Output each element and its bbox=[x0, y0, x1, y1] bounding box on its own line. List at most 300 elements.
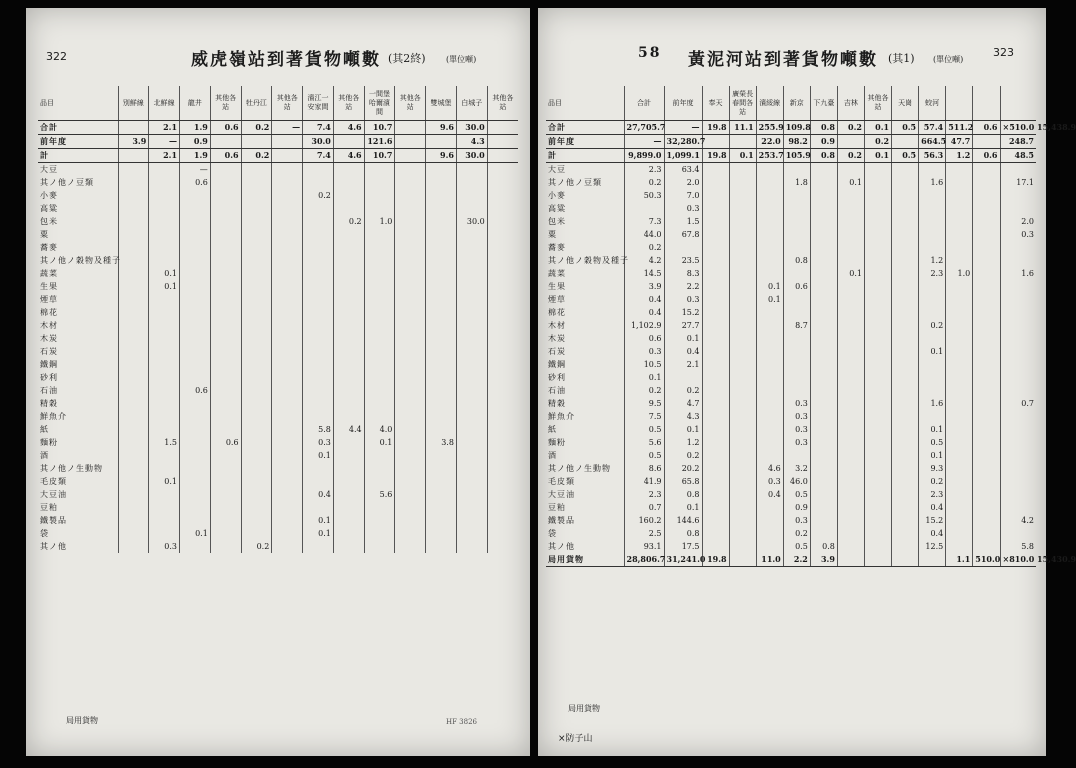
table-cell bbox=[702, 410, 729, 423]
table-cell bbox=[487, 358, 518, 371]
row-label: 鐵鋼 bbox=[548, 360, 566, 369]
table-cell bbox=[118, 280, 149, 293]
table-cell bbox=[1000, 163, 1036, 177]
row-label: 精穀 bbox=[40, 399, 58, 408]
table-cell bbox=[118, 540, 149, 553]
table-cell bbox=[810, 215, 837, 228]
table-cell bbox=[729, 202, 756, 215]
table-cell: 1.2 bbox=[664, 436, 702, 449]
table-cell: 11.0 bbox=[756, 553, 783, 567]
table-cell bbox=[864, 254, 891, 267]
table-cell bbox=[702, 514, 729, 527]
row-label: 其ノ他ノ生動物 bbox=[40, 464, 103, 473]
table-cell: 23.5 bbox=[664, 254, 702, 267]
table-cell bbox=[426, 202, 457, 215]
page-title: 威虎嶺站到著貨物噸數 bbox=[191, 50, 381, 70]
table-cell: 0.2 bbox=[241, 149, 272, 163]
table-cell: 0.1 bbox=[756, 280, 783, 293]
table-cell bbox=[241, 189, 272, 202]
table-cell bbox=[333, 540, 364, 553]
stamp: HF 3826 bbox=[446, 718, 478, 726]
table-cell bbox=[702, 241, 729, 254]
table-cell bbox=[783, 163, 810, 177]
table-cell: 0.6 bbox=[180, 176, 211, 189]
table-cell bbox=[837, 293, 864, 306]
table-cell bbox=[395, 163, 426, 177]
table-cell bbox=[729, 189, 756, 202]
table-cell bbox=[837, 501, 864, 514]
table-cell: 0.1 bbox=[756, 293, 783, 306]
table-cell bbox=[810, 202, 837, 215]
table-cell: 5.8 bbox=[1000, 540, 1036, 553]
table-cell: 0.6 bbox=[210, 121, 241, 135]
table-row bbox=[546, 527, 1036, 540]
table-cell bbox=[810, 397, 837, 410]
table-cell bbox=[702, 462, 729, 475]
table-cell bbox=[210, 135, 241, 149]
table-cell: — bbox=[180, 163, 211, 177]
row-label: 毛皮類 bbox=[548, 477, 575, 486]
table-cell bbox=[210, 176, 241, 189]
table-cell bbox=[241, 410, 272, 423]
table-cell bbox=[973, 163, 1000, 177]
table-cell: 11.1 bbox=[729, 121, 756, 135]
table-cell bbox=[149, 501, 180, 514]
table-cell bbox=[456, 527, 487, 540]
table-cell bbox=[241, 449, 272, 462]
table-cell bbox=[210, 449, 241, 462]
table-cell bbox=[333, 163, 364, 177]
table-cell bbox=[456, 449, 487, 462]
table-cell bbox=[180, 215, 211, 228]
table-cell bbox=[241, 215, 272, 228]
table-row bbox=[546, 215, 1036, 228]
table-cell: 0.1 bbox=[149, 475, 180, 488]
table-cell bbox=[487, 475, 518, 488]
table-cell bbox=[919, 280, 946, 293]
table-cell: 9,899.0 bbox=[624, 149, 664, 163]
table-cell bbox=[837, 189, 864, 202]
table-cell bbox=[973, 267, 1000, 280]
page-subtitle: (其1) bbox=[888, 52, 915, 65]
table-cell bbox=[702, 501, 729, 514]
table-cell bbox=[702, 228, 729, 241]
row-label: 其ノ他ノ豆類 bbox=[548, 178, 602, 187]
table-cell bbox=[149, 384, 180, 397]
table-cell bbox=[837, 254, 864, 267]
table-cell bbox=[118, 397, 149, 410]
column-header: 濱江一安家間 bbox=[303, 86, 334, 121]
table-cell: 0.3 bbox=[783, 410, 810, 423]
table-cell bbox=[946, 436, 973, 449]
table-cell bbox=[118, 202, 149, 215]
table-cell bbox=[272, 423, 303, 436]
table-cell bbox=[973, 384, 1000, 397]
table-row bbox=[38, 163, 518, 177]
table-cell bbox=[364, 267, 395, 280]
table-cell bbox=[864, 306, 891, 319]
table-cell: 98.2 bbox=[783, 135, 810, 149]
table-cell bbox=[810, 514, 837, 527]
table-cell bbox=[303, 475, 334, 488]
table-cell bbox=[395, 410, 426, 423]
column-header: 別鮮線 bbox=[118, 86, 149, 121]
table-cell bbox=[180, 306, 211, 319]
table-cell bbox=[864, 540, 891, 553]
table-cell bbox=[864, 345, 891, 358]
table-cell bbox=[241, 371, 272, 384]
table-cell bbox=[973, 436, 1000, 449]
table-cell: 46.0 bbox=[783, 475, 810, 488]
table-cell bbox=[973, 397, 1000, 410]
table-cell: 0.1 bbox=[919, 345, 946, 358]
table-cell bbox=[837, 319, 864, 332]
table-cell bbox=[303, 215, 334, 228]
table-cell bbox=[837, 514, 864, 527]
table-cell bbox=[810, 358, 837, 371]
table-cell bbox=[487, 410, 518, 423]
table-cell bbox=[180, 280, 211, 293]
table-cell: 2.1 bbox=[664, 358, 702, 371]
table-row bbox=[546, 319, 1036, 332]
table-cell: 0.5 bbox=[624, 423, 664, 436]
table-cell bbox=[1000, 462, 1036, 475]
table-cell: 48.5 bbox=[1000, 149, 1036, 163]
table-cell bbox=[756, 306, 783, 319]
table-cell bbox=[180, 202, 211, 215]
table-cell: 63.4 bbox=[664, 163, 702, 177]
table-cell bbox=[892, 280, 919, 293]
row-label: 石炭 bbox=[548, 347, 566, 356]
table-cell bbox=[272, 514, 303, 527]
column-header: 一間堡哈爾濱間 bbox=[364, 86, 395, 121]
table-cell bbox=[303, 410, 334, 423]
table-cell bbox=[395, 501, 426, 514]
table-cell bbox=[973, 540, 1000, 553]
table-cell bbox=[210, 306, 241, 319]
page-number: 322 bbox=[46, 50, 67, 63]
table-cell bbox=[426, 228, 457, 241]
table-cell bbox=[973, 306, 1000, 319]
table-cell bbox=[395, 384, 426, 397]
table-cell bbox=[210, 332, 241, 345]
row-label: 木材 bbox=[548, 321, 566, 330]
table-cell: 2.3 bbox=[919, 267, 946, 280]
row-label: 前年度 bbox=[38, 135, 118, 149]
table-cell bbox=[395, 449, 426, 462]
table-row bbox=[38, 462, 518, 475]
table-cell bbox=[864, 176, 891, 189]
table-row bbox=[38, 280, 518, 293]
table-cell bbox=[180, 540, 211, 553]
table-cell bbox=[210, 163, 241, 177]
row-label: 高粱 bbox=[40, 204, 58, 213]
table-cell bbox=[702, 488, 729, 501]
table-cell bbox=[118, 371, 149, 384]
table-cell bbox=[395, 202, 426, 215]
table-cell bbox=[487, 306, 518, 319]
row-label: 局用貨物 bbox=[546, 553, 624, 567]
table-cell bbox=[426, 514, 457, 527]
table-cell bbox=[364, 358, 395, 371]
table-cell bbox=[810, 189, 837, 202]
table-cell: — bbox=[664, 121, 702, 135]
column-header: 其他各站 bbox=[864, 86, 891, 121]
table-row bbox=[546, 241, 1036, 254]
table-row bbox=[38, 241, 518, 254]
row-label: 合計 bbox=[38, 121, 118, 135]
table-cell: 9.5 bbox=[624, 397, 664, 410]
table-cell bbox=[1000, 189, 1036, 202]
row-label: 其ノ他ノ生動物 bbox=[548, 464, 611, 473]
table-cell: 2.0 bbox=[664, 176, 702, 189]
table-cell bbox=[487, 215, 518, 228]
table-cell bbox=[919, 228, 946, 241]
table-cell bbox=[210, 371, 241, 384]
table-cell: 4.7 bbox=[664, 397, 702, 410]
table-cell: 0.5 bbox=[783, 488, 810, 501]
table-cell: 0.2 bbox=[303, 189, 334, 202]
table-cell bbox=[456, 514, 487, 527]
table-cell: 10.7 bbox=[364, 121, 395, 135]
table-cell: 0.3 bbox=[303, 436, 334, 449]
table-cell bbox=[333, 488, 364, 501]
table-cell: 0.3 bbox=[624, 345, 664, 358]
table-cell bbox=[756, 358, 783, 371]
table-row bbox=[546, 501, 1036, 514]
table-cell bbox=[149, 293, 180, 306]
row-label: 豆粕 bbox=[548, 503, 566, 512]
table-cell bbox=[210, 410, 241, 423]
table-cell bbox=[118, 345, 149, 358]
table-cell: 0.2 bbox=[241, 121, 272, 135]
table-cell bbox=[395, 475, 426, 488]
table-cell: 30.0 bbox=[456, 149, 487, 163]
table-cell: 0.1 bbox=[303, 449, 334, 462]
table-cell: 19.8 bbox=[702, 149, 729, 163]
row-label: 蔬菜 bbox=[40, 269, 58, 278]
table-cell bbox=[702, 267, 729, 280]
table-cell bbox=[946, 475, 973, 488]
row-label: 袋 bbox=[40, 529, 49, 538]
table-cell bbox=[149, 215, 180, 228]
table-cell: 2.2 bbox=[783, 553, 810, 567]
table-cell bbox=[149, 527, 180, 540]
table-cell bbox=[303, 345, 334, 358]
table-cell: 0.3 bbox=[756, 475, 783, 488]
table-cell bbox=[426, 267, 457, 280]
table-cell bbox=[892, 176, 919, 189]
table-cell bbox=[973, 345, 1000, 358]
row-label: 其ノ他 bbox=[548, 542, 575, 551]
table-cell bbox=[487, 121, 518, 135]
table-cell bbox=[756, 345, 783, 358]
table-cell bbox=[973, 293, 1000, 306]
table-cell bbox=[426, 319, 457, 332]
table-cell bbox=[241, 254, 272, 267]
table-cell bbox=[729, 397, 756, 410]
table-cell bbox=[892, 254, 919, 267]
table-cell bbox=[783, 202, 810, 215]
table-cell bbox=[783, 267, 810, 280]
table-cell bbox=[149, 306, 180, 319]
row-label: 粟 bbox=[548, 230, 557, 239]
table-cell bbox=[946, 410, 973, 423]
summary-row bbox=[546, 135, 1036, 149]
table-cell bbox=[426, 384, 457, 397]
column-header: 其他各站 bbox=[395, 86, 426, 121]
table-cell: 22.0 bbox=[756, 135, 783, 149]
table-cell bbox=[180, 436, 211, 449]
table-cell bbox=[810, 410, 837, 423]
table-cell: 0.1 bbox=[729, 149, 756, 163]
table-cell: 0.7 bbox=[624, 501, 664, 514]
table-cell bbox=[892, 527, 919, 540]
table-cell bbox=[118, 475, 149, 488]
row-label: 高粱 bbox=[548, 204, 566, 213]
table-cell bbox=[487, 436, 518, 449]
table-cell bbox=[180, 462, 211, 475]
table-cell bbox=[210, 423, 241, 436]
table-cell bbox=[272, 202, 303, 215]
table-cell bbox=[702, 254, 729, 267]
table-cell bbox=[1000, 241, 1036, 254]
row-label: 小麥 bbox=[548, 191, 566, 200]
table-row bbox=[546, 345, 1036, 358]
table-cell bbox=[892, 462, 919, 475]
table-cell bbox=[364, 410, 395, 423]
table-cell bbox=[1000, 423, 1036, 436]
table-cell: 121.6 bbox=[364, 135, 395, 149]
table-cell bbox=[303, 228, 334, 241]
table-cell bbox=[395, 371, 426, 384]
table-cell bbox=[272, 462, 303, 475]
table-cell bbox=[272, 306, 303, 319]
table-cell bbox=[395, 280, 426, 293]
table-cell bbox=[729, 280, 756, 293]
table-cell bbox=[729, 345, 756, 358]
table-cell bbox=[395, 358, 426, 371]
table-cell bbox=[210, 319, 241, 332]
table-cell bbox=[946, 527, 973, 540]
table-cell bbox=[487, 488, 518, 501]
table-cell bbox=[810, 371, 837, 384]
table-cell bbox=[810, 449, 837, 462]
row-label: 生果 bbox=[40, 282, 58, 291]
table-cell bbox=[810, 345, 837, 358]
table-cell bbox=[272, 332, 303, 345]
table-cell bbox=[810, 228, 837, 241]
table-cell: 15.2 bbox=[919, 514, 946, 527]
row-label: 麵粉 bbox=[40, 438, 58, 447]
table-cell bbox=[118, 241, 149, 254]
table-cell bbox=[810, 306, 837, 319]
table-cell bbox=[395, 306, 426, 319]
table-cell: 2.2 bbox=[664, 280, 702, 293]
table-cell: 1.1 bbox=[946, 553, 973, 567]
table-cell bbox=[756, 449, 783, 462]
table-cell: 0.2 bbox=[783, 527, 810, 540]
table-cell bbox=[426, 462, 457, 475]
table-cell bbox=[333, 189, 364, 202]
table-cell: 27,705.7 bbox=[624, 121, 664, 135]
table-cell bbox=[272, 241, 303, 254]
table-cell bbox=[973, 449, 1000, 462]
footer-label: 局用貨物 bbox=[568, 704, 600, 713]
table-cell bbox=[892, 241, 919, 254]
table-row bbox=[38, 488, 518, 501]
table-row bbox=[546, 176, 1036, 189]
table-cell bbox=[756, 501, 783, 514]
table-cell bbox=[729, 319, 756, 332]
table-cell bbox=[426, 527, 457, 540]
table-row bbox=[546, 475, 1036, 488]
column-header: 其他各站 bbox=[333, 86, 364, 121]
table-row bbox=[38, 423, 518, 436]
table-cell bbox=[456, 254, 487, 267]
table-cell bbox=[426, 423, 457, 436]
table-cell bbox=[892, 202, 919, 215]
table-cell bbox=[892, 267, 919, 280]
table-cell bbox=[456, 306, 487, 319]
table-cell bbox=[149, 488, 180, 501]
column-header: 其他各站 bbox=[210, 86, 241, 121]
summary-row bbox=[38, 121, 518, 135]
table-cell bbox=[241, 202, 272, 215]
table-cell bbox=[973, 254, 1000, 267]
table-cell bbox=[333, 135, 364, 149]
table-cell bbox=[303, 280, 334, 293]
table-cell bbox=[364, 540, 395, 553]
table-cell bbox=[946, 189, 973, 202]
table-cell bbox=[149, 397, 180, 410]
table-cell bbox=[456, 176, 487, 189]
row-label: 其ノ他ノ穀物及種子 bbox=[548, 256, 629, 265]
table-cell bbox=[180, 475, 211, 488]
table-cell bbox=[426, 293, 457, 306]
column-header: 其他各站 bbox=[272, 86, 303, 121]
column-header: 濱綏線 bbox=[756, 86, 783, 121]
table-cell bbox=[919, 371, 946, 384]
table-cell bbox=[946, 540, 973, 553]
table-cell: 255.9 bbox=[756, 121, 783, 135]
table-cell: 1.6 bbox=[919, 176, 946, 189]
table-cell bbox=[487, 241, 518, 254]
table-cell bbox=[810, 254, 837, 267]
table-cell: 8.6 bbox=[624, 462, 664, 475]
table-cell bbox=[702, 345, 729, 358]
table-cell bbox=[149, 241, 180, 254]
table-cell bbox=[241, 436, 272, 449]
table-cell: 0.3 bbox=[783, 397, 810, 410]
table-cell bbox=[1000, 371, 1036, 384]
table-cell bbox=[241, 358, 272, 371]
table-cell: 0.4 bbox=[624, 293, 664, 306]
table-cell bbox=[487, 449, 518, 462]
column-header: 合計 bbox=[624, 86, 664, 121]
table-cell bbox=[272, 358, 303, 371]
table-cell: 253.7 bbox=[756, 149, 783, 163]
table-cell bbox=[810, 280, 837, 293]
table-cell bbox=[702, 306, 729, 319]
table-cell bbox=[837, 358, 864, 371]
table-cell bbox=[892, 163, 919, 177]
table-cell bbox=[892, 423, 919, 436]
table-cell: 0.1 bbox=[664, 501, 702, 514]
table-cell bbox=[241, 423, 272, 436]
table-cell bbox=[364, 306, 395, 319]
table-cell bbox=[395, 319, 426, 332]
